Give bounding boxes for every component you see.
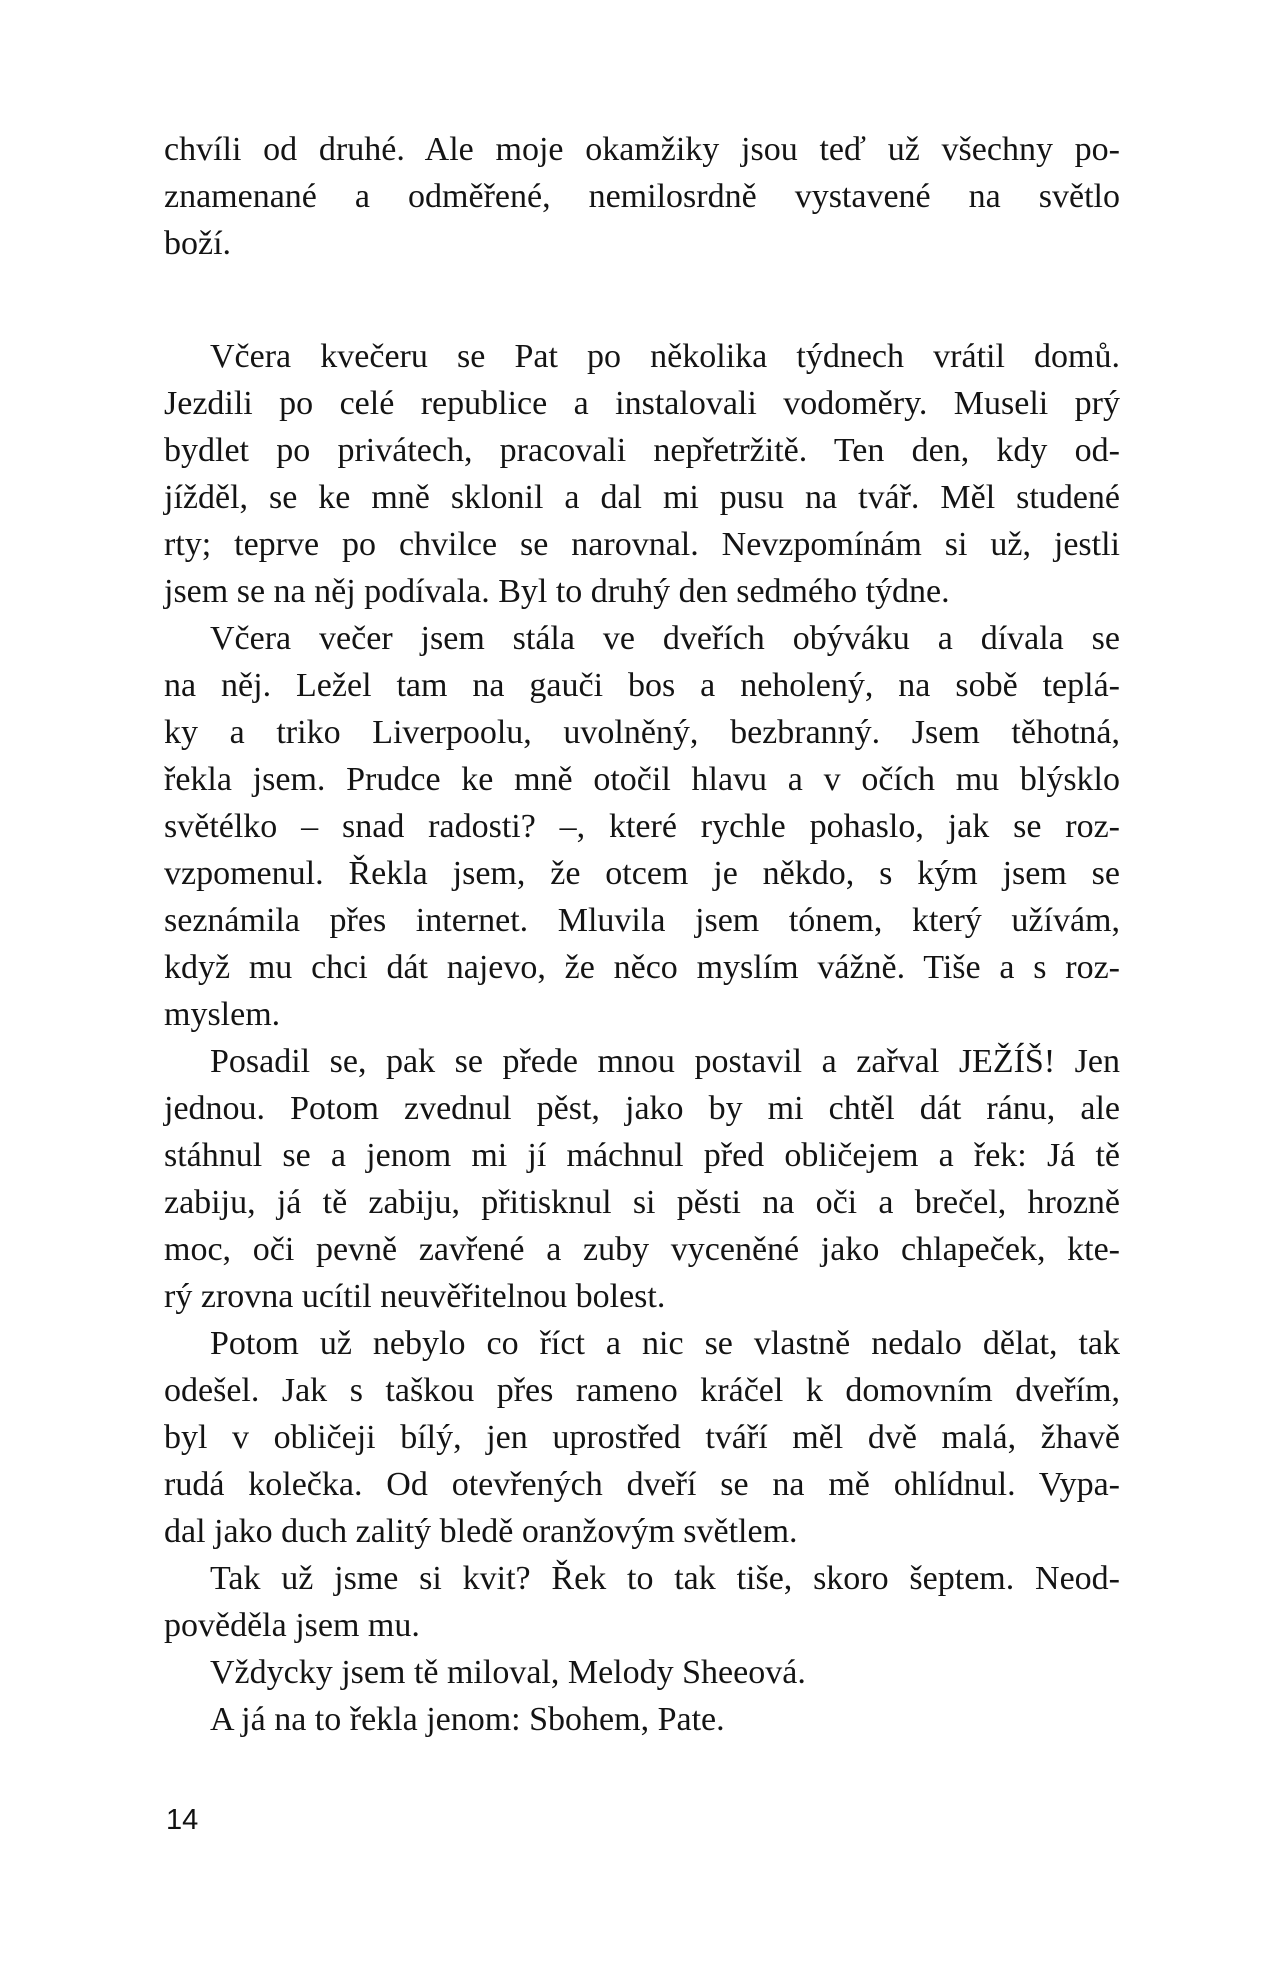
text-line: A já na to řekla jenom: Sbohem, Pate. — [210, 1701, 725, 1738]
text-line: Vždycky jsem tě miloval, Melody Sheeová. — [210, 1654, 806, 1691]
text-line: rudá kolečka. Od otevřených dveří se na mě ohlídnul. Vypa- — [164, 1466, 1120, 1503]
paragraph — [164, 615, 1120, 1038]
text-line: vzpomenul. Řekla jsem, že otcem je někdo, s kým jsem se — [164, 855, 1120, 892]
text-line: chvíli od druhé. Ale moje okamžiky jsou teď už všechny po- — [164, 131, 1120, 168]
text-line: Jezdili po celé republice a instalovali vodoměry. Museli prý — [164, 385, 1120, 422]
text-line: pověděla jsem mu. — [164, 1607, 420, 1644]
text-line: řekla jsem. Prudce ke mně otočil hlavu a v očích mu blýsklo — [164, 761, 1120, 798]
text-line: Posadil se, pak se přede mnou postavil a zařval JEŽÍŠ! Jen — [210, 1043, 1120, 1080]
page-number: 14 — [166, 1804, 199, 1836]
paragraph — [164, 333, 1120, 615]
text-line: dal jako duch zalitý bledě oranžovým světlem. — [164, 1513, 798, 1550]
text-line: rty; teprve po chvilce se narovnal. Nevzpomínám si už, jestli — [164, 526, 1120, 563]
text-line: zabiju, já tě zabiju, přitisknul si pěsti na oči a brečel, hrozně — [164, 1184, 1120, 1221]
text-line: ky a triko Liverpoolu, uvolněný, bezbranný. Jsem těhotná, — [164, 714, 1120, 751]
text-line: Tak už jsme si kvit? Řek to tak tiše, skoro šeptem. Neod- — [210, 1560, 1120, 1597]
paragraph — [164, 1696, 1120, 1743]
paragraph — [164, 1320, 1120, 1555]
text-column — [164, 126, 1120, 1743]
text-line: rý zrovna ucítil neuvěřitelnou bolest. — [164, 1278, 666, 1315]
text-line: Včera večer jsem stála ve dveřích obýváku a dívala se — [210, 620, 1120, 657]
paragraph — [164, 126, 1120, 267]
paragraph — [164, 1555, 1120, 1649]
text-line: světélko – snad radosti? –, které rychle pohaslo, jak se roz- — [164, 808, 1120, 845]
text-line: boží. — [164, 225, 232, 262]
text-line: seznámila přes internet. Mluvila jsem tónem, který užívám, — [164, 902, 1120, 939]
text-line: moc, oči pevně zavřené a zuby vyceněné jako chlapeček, kte- — [164, 1231, 1120, 1268]
text-line: byl v obličeji bílý, jen uprostřed tváří měl dvě malá, žhavě — [164, 1419, 1120, 1456]
text-line: Potom už nebylo co říct a nic se vlastně nedalo dělat, tak — [210, 1325, 1120, 1362]
text-line: Včera kvečeru se Pat po několika týdnech vrátil domů. — [210, 338, 1120, 375]
text-line: odešel. Jak s taškou přes rameno kráčel k domovním dveřím, — [164, 1372, 1120, 1409]
text-line: jsem se na něj podívala. Byl to druhý den sedmého týdne. — [164, 573, 950, 610]
paragraph — [164, 1649, 1120, 1696]
paragraph — [164, 1038, 1120, 1320]
text-line: jížděl, se ke mně sklonil a dal mi pusu na tvář. Měl studené — [164, 479, 1120, 516]
text-line: myslem. — [164, 996, 281, 1033]
text-line: znamenané a odměřené, nemilosrdně vystavené na světlo — [164, 178, 1120, 215]
text-line: když mu chci dát najevo, že něco myslím vážně. Tiše a s roz- — [164, 949, 1120, 986]
text-line: na něj. Ležel tam na gauči bos a neholený, na sobě teplá- — [164, 667, 1120, 704]
text-line: bydlet po privátech, pracovali nepřetržitě. Ten den, kdy od- — [164, 432, 1120, 469]
text-line: stáhnul se a jenom mi jí máchnul před obličejem a řek: Já tě — [164, 1137, 1120, 1174]
text-line: jednou. Potom zvednul pěst, jako by mi chtěl dát ránu, ale — [164, 1090, 1120, 1127]
